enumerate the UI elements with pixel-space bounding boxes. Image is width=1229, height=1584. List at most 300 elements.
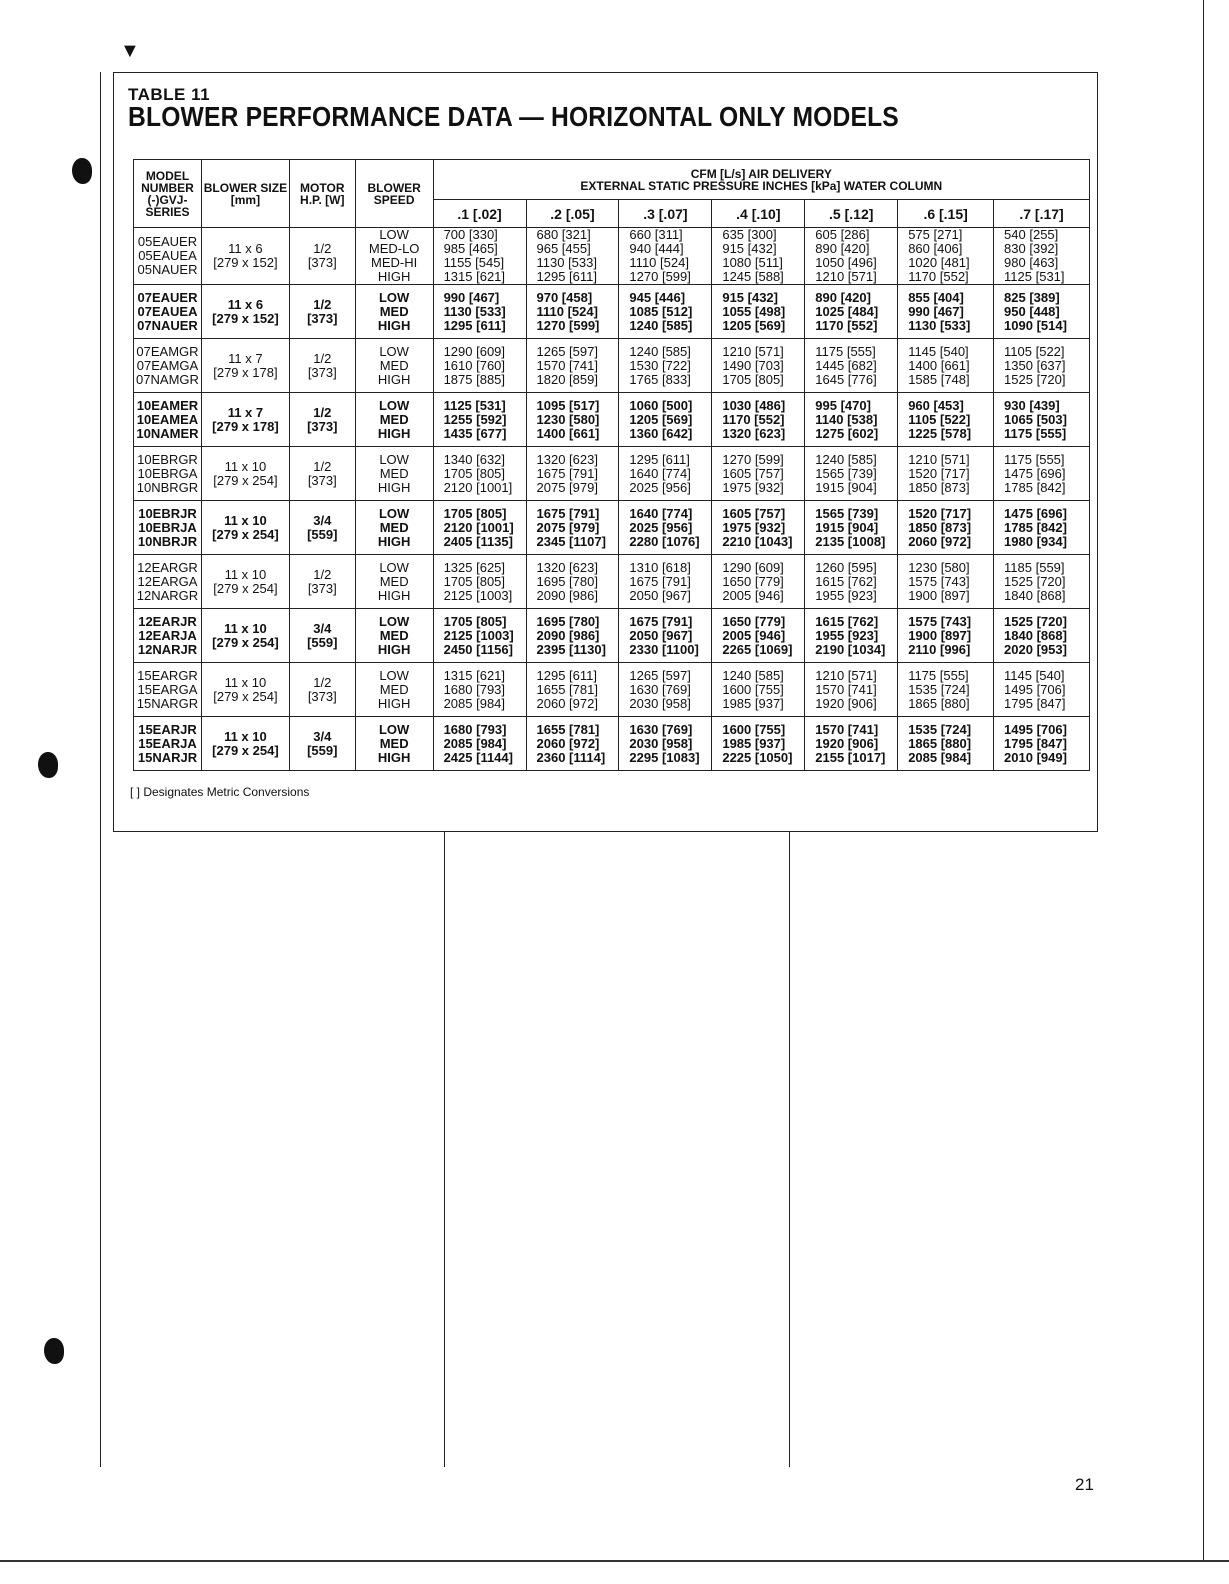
model-numbers bbox=[134, 663, 202, 717]
cfm-cell bbox=[994, 501, 1090, 555]
right-page-edge bbox=[1203, 0, 1204, 1560]
cfm-value: 1110 [524] bbox=[629, 255, 689, 270]
cfm-cell bbox=[805, 501, 898, 555]
cfm-value: 1655 [781] bbox=[536, 721, 600, 737]
cfm-cell bbox=[619, 501, 712, 555]
cfm-value: 2155 [1017] bbox=[815, 749, 886, 765]
cfm-value: 1175 [555] bbox=[815, 343, 876, 359]
cfm-value: 1095 [517] bbox=[536, 397, 600, 413]
blower-size-line: 11 x 7 bbox=[227, 404, 264, 420]
blower-speeds-line: MED bbox=[379, 573, 409, 589]
model-numbers-line: 12EARGA bbox=[137, 573, 198, 589]
cfm-cell bbox=[712, 501, 805, 555]
blower-speeds-line: MED bbox=[379, 681, 409, 697]
cfm-value: 2345 [1107] bbox=[536, 533, 606, 549]
cfm-cell bbox=[433, 393, 526, 447]
blower-speeds bbox=[355, 228, 433, 285]
cfm-value: 1915 [904] bbox=[815, 479, 877, 495]
motor-hp bbox=[289, 609, 355, 663]
motor-hp-line: 1/2 bbox=[313, 404, 332, 420]
cfm-value: 1955 [923] bbox=[815, 627, 879, 643]
cfm-value: 1325 [625] bbox=[443, 559, 506, 575]
cfm-cell bbox=[526, 501, 619, 555]
cfm-cell bbox=[619, 717, 712, 771]
cfm-value: 1290 [609] bbox=[722, 559, 784, 575]
cfm-value: 1065 [503] bbox=[1004, 411, 1067, 427]
cfm-cell bbox=[898, 285, 994, 339]
motor-hp-line: 3/4 bbox=[313, 620, 332, 636]
cfm-value: 2090 [986] bbox=[536, 587, 598, 603]
cfm-cell bbox=[712, 228, 805, 285]
model-numbers bbox=[134, 555, 202, 609]
column-rule-1 bbox=[444, 832, 445, 1467]
cfm-value: 960 [453] bbox=[908, 397, 964, 413]
blower-size-line: [279 x 254] bbox=[212, 742, 279, 758]
motor-hp-line: [373] bbox=[307, 364, 337, 380]
blower-speeds-line: LOW bbox=[379, 667, 409, 683]
cfm-cell bbox=[805, 609, 898, 663]
cfm-value: 1295 [611] bbox=[629, 451, 690, 467]
cfm-cell bbox=[805, 228, 898, 285]
cfm-cell bbox=[805, 393, 898, 447]
cfm-cell bbox=[805, 663, 898, 717]
cfm-cell bbox=[994, 393, 1090, 447]
blower-speeds-line: HIGH bbox=[377, 371, 411, 387]
cfm-value: 2125 [1003] bbox=[443, 627, 514, 643]
blower-size bbox=[201, 447, 289, 501]
blower-speeds-line: MED bbox=[379, 735, 409, 751]
model-numbers-line: 12EARJA bbox=[138, 627, 197, 643]
cfm-value: 1055 [498] bbox=[722, 303, 786, 319]
cfm-value: 1630 [769] bbox=[629, 721, 693, 737]
cfm-value: 1240 [585] bbox=[629, 343, 691, 359]
cfm-value: 2360 [1114] bbox=[536, 749, 606, 765]
model-numbers-line: 10EBRJR bbox=[138, 505, 197, 521]
blower-speeds-line: LOW bbox=[379, 227, 409, 242]
cfm-value: 1080 [511] bbox=[722, 255, 783, 270]
cfm-value: 2135 [1008] bbox=[815, 533, 886, 549]
cfm-value: 1085 [512] bbox=[629, 303, 693, 319]
cfm-value: 2125 [1003] bbox=[443, 587, 513, 603]
motor-hp bbox=[289, 228, 355, 285]
blower-size-line: 11 x 10 bbox=[224, 674, 267, 690]
cfm-value: 635 [300] bbox=[722, 227, 777, 242]
model-numbers bbox=[134, 717, 202, 771]
cfm-value: 1695 [780] bbox=[536, 613, 600, 629]
cfm-cell bbox=[433, 285, 526, 339]
cfm-value: 1820 [859] bbox=[536, 371, 598, 387]
blower-speeds-line: HIGH bbox=[377, 695, 411, 711]
header-pressure: .6 [.15] bbox=[898, 200, 994, 228]
blower-size bbox=[201, 393, 289, 447]
cfm-value: 1785 [842] bbox=[1004, 479, 1066, 495]
cfm-cell bbox=[619, 339, 712, 393]
motor-hp-line: 1/2 bbox=[313, 458, 332, 474]
blower-size-line: [279 x 254] bbox=[212, 634, 279, 650]
cfm-value: 2050 [967] bbox=[629, 587, 691, 603]
cfm-value: 1675 [791] bbox=[629, 573, 691, 589]
cfm-value: 915 [432] bbox=[722, 241, 777, 256]
header-pressure: .5 [.12] bbox=[805, 200, 898, 228]
cfm-value: 995 [470] bbox=[815, 397, 871, 413]
cfm-value: 1315 [621] bbox=[443, 667, 506, 683]
cfm-value: 1025 [484] bbox=[815, 303, 879, 319]
motor-hp bbox=[289, 339, 355, 393]
cfm-value: 1130 [533] bbox=[443, 303, 506, 319]
model-numbers-line: 07EAUER bbox=[137, 289, 198, 305]
blower-size bbox=[201, 555, 289, 609]
cfm-value: 1530 [722] bbox=[629, 357, 691, 373]
cfm-value: 1295 [611] bbox=[443, 317, 506, 333]
cfm-cell bbox=[712, 663, 805, 717]
column-rule-2 bbox=[789, 832, 790, 1467]
cfm-cell bbox=[898, 663, 994, 717]
header-cfm-line2: EXTERNAL STATIC PRESSURE INCHES [kPa] WATER COLUMN bbox=[580, 178, 943, 193]
page-number: 21 bbox=[1075, 1475, 1094, 1494]
blower-size bbox=[201, 285, 289, 339]
cfm-value: 1360 [642] bbox=[629, 425, 693, 441]
blower-size bbox=[201, 609, 289, 663]
blower-speeds bbox=[355, 555, 433, 609]
blower-speeds-line: LOW bbox=[378, 505, 410, 521]
cfm-value: 1645 [776] bbox=[815, 371, 877, 387]
table-row bbox=[134, 447, 1090, 501]
cfm-value: 1270 [599] bbox=[629, 269, 691, 284]
cfm-value: 2120 [1001] bbox=[443, 519, 514, 535]
cfm-value: 890 [420] bbox=[815, 241, 870, 256]
cfm-value: 680 [321] bbox=[536, 227, 591, 242]
blower-size-line: [279 x 254] bbox=[213, 580, 278, 596]
cfm-cell bbox=[994, 663, 1090, 717]
table-row bbox=[134, 228, 1090, 285]
cfm-value: 1435 [677] bbox=[443, 425, 507, 441]
cfm-value: 2225 [1050] bbox=[722, 749, 793, 765]
cfm-value: 1185 [559] bbox=[1004, 559, 1065, 575]
binder-hole-mark bbox=[44, 1338, 64, 1364]
cfm-value: 1340 [632] bbox=[443, 451, 506, 467]
header-pressure: .4 [.10] bbox=[712, 200, 805, 228]
cfm-value: 1175 [555] bbox=[1004, 425, 1067, 441]
header-pressure: .2 [.05] bbox=[526, 200, 619, 228]
cfm-value: 1765 [833] bbox=[629, 371, 691, 387]
model-numbers bbox=[134, 609, 202, 663]
cfm-value: 1060 [500] bbox=[629, 397, 693, 413]
cfm-value: 1575 [743] bbox=[908, 573, 970, 589]
blower-size-line: [279 x 152] bbox=[213, 255, 278, 270]
cfm-value: 1240 [585] bbox=[815, 451, 877, 467]
cfm-value: 1125 [531] bbox=[1004, 269, 1065, 284]
cfm-cell bbox=[712, 285, 805, 339]
cfm-value: 1900 [897] bbox=[908, 627, 972, 643]
motor-hp-line: [559] bbox=[307, 526, 338, 542]
cfm-value: 1985 [937] bbox=[722, 735, 786, 751]
motor-hp-line: [373] bbox=[307, 580, 337, 596]
cfm-value: 1900 [897] bbox=[908, 587, 970, 603]
cfm-value: 1605 [757] bbox=[722, 505, 786, 521]
cfm-cell bbox=[433, 717, 526, 771]
cfm-value: 1705 [805] bbox=[443, 613, 507, 629]
cfm-value: 1145 [540] bbox=[908, 343, 969, 359]
model-numbers-line: 12EARJR bbox=[138, 613, 197, 629]
cfm-value: 1610 [760] bbox=[443, 357, 506, 373]
motor-hp-line: [373] bbox=[307, 255, 337, 270]
blower-size bbox=[201, 228, 289, 285]
motor-hp-line: [559] bbox=[307, 742, 338, 758]
cfm-cell bbox=[712, 717, 805, 771]
cfm-value: 1290 [609] bbox=[443, 343, 506, 359]
blower-speeds-line: HIGH bbox=[377, 587, 411, 603]
cfm-value: 1140 [538] bbox=[815, 411, 878, 427]
model-numbers-line: 07EAMGR bbox=[136, 343, 199, 359]
cfm-cell bbox=[994, 555, 1090, 609]
cfm-value: 1130 [533] bbox=[536, 255, 597, 270]
blower-speeds-line: HIGH bbox=[377, 533, 411, 549]
cfm-value: 2085 [984] bbox=[908, 749, 972, 765]
model-numbers bbox=[134, 501, 202, 555]
blower-speeds-line: HIGH bbox=[377, 749, 411, 765]
motor-hp bbox=[289, 285, 355, 339]
page-marker: ▼ bbox=[120, 40, 140, 62]
cfm-value: 1605 [757] bbox=[722, 465, 784, 481]
cfm-value: 1295 [611] bbox=[536, 269, 597, 284]
cfm-value: 1130 [533] bbox=[908, 317, 971, 333]
cfm-cell bbox=[619, 228, 712, 285]
blower-speeds bbox=[355, 717, 433, 771]
blower-speeds bbox=[355, 339, 433, 393]
blower-speeds-line: LOW bbox=[378, 721, 410, 737]
blower-size-line: [279 x 178] bbox=[213, 364, 278, 380]
cfm-cell bbox=[619, 393, 712, 447]
cfm-value: 1295 [611] bbox=[536, 667, 597, 683]
cfm-value: 1210 [571] bbox=[722, 343, 784, 359]
cfm-value: 540 [255] bbox=[1004, 227, 1059, 242]
cfm-cell bbox=[898, 228, 994, 285]
cfm-value: 575 [271] bbox=[908, 227, 963, 242]
cfm-cell bbox=[433, 501, 526, 555]
cfm-value: 1675 [791] bbox=[629, 613, 693, 629]
cfm-value: 2060 [972] bbox=[536, 695, 598, 711]
model-numbers-line: 10NAMER bbox=[136, 425, 199, 441]
motor-hp-line: 1/2 bbox=[313, 674, 332, 690]
cfm-value: 1175 [555] bbox=[908, 667, 969, 683]
cfm-cell bbox=[619, 447, 712, 501]
model-numbers-line: 10EAMER bbox=[136, 397, 199, 413]
cfm-value: 1230 [580] bbox=[536, 411, 600, 427]
cfm-value: 1240 [585] bbox=[722, 667, 784, 683]
blower-speeds bbox=[355, 663, 433, 717]
cfm-value: 1315 [621] bbox=[443, 269, 506, 284]
blower-size bbox=[201, 339, 289, 393]
model-numbers-line: 15EARJR bbox=[138, 721, 197, 737]
cfm-value: 1565 [739] bbox=[815, 505, 879, 521]
cfm-value: 1205 [569] bbox=[722, 317, 786, 333]
blower-size-line: [279 x 254] bbox=[212, 526, 279, 542]
blower-speeds-line: MED-LO bbox=[368, 241, 420, 256]
cfm-cell bbox=[805, 285, 898, 339]
motor-hp-line: 1/2 bbox=[313, 350, 332, 366]
cfm-cell bbox=[712, 447, 805, 501]
cfm-value: 2085 [984] bbox=[443, 735, 507, 751]
cfm-value: 1475 [696] bbox=[1004, 465, 1066, 481]
cfm-value: 700 [330] bbox=[443, 227, 498, 242]
model-numbers-line: 12NARJR bbox=[137, 641, 198, 657]
cfm-value: 2280 [1076] bbox=[629, 533, 700, 549]
cfm-value: 1630 [769] bbox=[629, 681, 691, 697]
cfm-cell bbox=[805, 339, 898, 393]
cfm-value: 830 [392] bbox=[1004, 241, 1059, 256]
model-numbers bbox=[134, 447, 202, 501]
blower-size-line: [279 x 254] bbox=[213, 688, 278, 704]
cfm-value: 2265 [1069] bbox=[722, 641, 793, 657]
cfm-cell bbox=[526, 228, 619, 285]
cfm-cell bbox=[994, 285, 1090, 339]
blower-performance-table bbox=[133, 159, 1090, 771]
cfm-value: 1240 [585] bbox=[629, 317, 693, 333]
blower-speeds-line: HIGH bbox=[377, 317, 411, 333]
motor-hp-line: [373] bbox=[307, 688, 337, 704]
cfm-value: 930 [439] bbox=[1004, 397, 1060, 413]
cfm-cell bbox=[526, 339, 619, 393]
blower-speeds-line: MED bbox=[379, 303, 409, 319]
blower-speeds-line: MED bbox=[379, 465, 409, 481]
cfm-value: 2075 [979] bbox=[536, 479, 598, 495]
cfm-value: 1865 [880] bbox=[908, 735, 972, 751]
blower-speeds bbox=[355, 393, 433, 447]
motor-hp-line: [373] bbox=[307, 310, 338, 326]
blower-speeds-line: LOW bbox=[378, 397, 410, 413]
model-numbers-line: 05NAUER bbox=[137, 262, 198, 277]
motor-hp-line: 1/2 bbox=[313, 566, 332, 582]
cfm-value: 1350 [637] bbox=[1004, 357, 1066, 373]
cfm-value: 855 [404] bbox=[908, 289, 964, 305]
cfm-value: 2005 [946] bbox=[722, 627, 786, 643]
header-model: MODEL NUMBER (-)GVJ- SERIES bbox=[134, 160, 202, 228]
model-numbers-line: 10EAMEA bbox=[136, 411, 199, 427]
motor-hp bbox=[289, 663, 355, 717]
table-row bbox=[134, 717, 1090, 771]
cfm-cell bbox=[526, 555, 619, 609]
cfm-value: 2450 [1156] bbox=[443, 641, 513, 657]
model-numbers-line: 15NARGR bbox=[136, 695, 199, 711]
model-numbers-line: 07EAMGA bbox=[136, 357, 199, 373]
model-numbers-line: 10EBRJA bbox=[138, 519, 197, 535]
cfm-value: 1535 [724] bbox=[908, 721, 972, 737]
cfm-value: 1520 [717] bbox=[908, 505, 972, 521]
cfm-value: 1920 [906] bbox=[815, 735, 879, 751]
cfm-value: 1785 [842] bbox=[1004, 519, 1067, 535]
cfm-value: 2190 [1034] bbox=[815, 641, 886, 657]
blower-speeds-line: LOW bbox=[379, 559, 409, 575]
blower-size-line: 11 x 6 bbox=[228, 241, 263, 256]
model-numbers-line: 07NAMGR bbox=[136, 371, 199, 387]
cfm-value: 1020 [481] bbox=[908, 255, 970, 270]
blower-speeds-line: LOW bbox=[379, 451, 409, 467]
cfm-value: 1230 [580] bbox=[908, 559, 970, 575]
blower-speeds bbox=[355, 447, 433, 501]
cfm-value: 1795 [847] bbox=[1004, 735, 1067, 751]
model-numbers-line: 05EAUER bbox=[137, 234, 198, 249]
cfm-value: 915 [432] bbox=[722, 289, 778, 305]
cfm-value: 1705 [805] bbox=[722, 371, 784, 387]
model-numbers bbox=[134, 285, 202, 339]
model-numbers-line: 15EARGA bbox=[137, 681, 198, 697]
cfm-value: 1275 [602] bbox=[815, 425, 879, 441]
cfm-value: 1525 [720] bbox=[1004, 613, 1067, 629]
model-numbers bbox=[134, 339, 202, 393]
cfm-value: 1255 [592] bbox=[443, 411, 507, 427]
cfm-value: 1650 [779] bbox=[722, 613, 786, 629]
blower-size bbox=[201, 663, 289, 717]
cfm-value: 1575 [743] bbox=[908, 613, 972, 629]
cfm-cell bbox=[994, 339, 1090, 393]
cfm-cell bbox=[526, 609, 619, 663]
cfm-value: 1320 [623] bbox=[536, 559, 598, 575]
cfm-value: 1270 [599] bbox=[722, 451, 784, 467]
cfm-cell bbox=[526, 447, 619, 501]
cfm-value: 2330 [1100] bbox=[629, 641, 699, 657]
blower-size-line: 11 x 10 bbox=[224, 728, 267, 744]
cfm-value: 1920 [906] bbox=[815, 695, 877, 711]
motor-hp-line: 1/2 bbox=[313, 241, 332, 256]
cfm-value: 1050 [496] bbox=[815, 255, 877, 270]
cfm-value: 1210 [571] bbox=[815, 667, 877, 683]
motor-hp-line: [373] bbox=[307, 472, 337, 488]
cfm-value: 1640 [774] bbox=[629, 505, 693, 521]
header-cfm-line1: CFM [L/s] AIR DELIVERY bbox=[690, 166, 832, 181]
model-numbers-line: 15NARJR bbox=[137, 749, 198, 765]
header-pressure: .1 [.02] bbox=[433, 200, 526, 228]
left-rule bbox=[100, 72, 101, 1467]
cfm-value: 1915 [904] bbox=[815, 519, 879, 535]
cfm-value: 1260 [595] bbox=[815, 559, 877, 575]
motor-hp bbox=[289, 447, 355, 501]
blower-size bbox=[201, 501, 289, 555]
table-body bbox=[134, 228, 1090, 771]
blower-size-line: 11 x 10 bbox=[224, 620, 267, 636]
cfm-value: 1985 [937] bbox=[722, 695, 784, 711]
cfm-value: 1320 [623] bbox=[536, 451, 598, 467]
cfm-cell bbox=[526, 393, 619, 447]
cfm-value: 1570 [741] bbox=[815, 681, 877, 697]
blower-speeds-line: HIGH bbox=[377, 479, 411, 495]
cfm-value: 2085 [984] bbox=[443, 695, 506, 711]
blower-speeds-line: MED bbox=[379, 357, 409, 373]
cfm-value: 1615 [762] bbox=[815, 573, 877, 589]
table-row bbox=[134, 663, 1090, 717]
header-blower-size: BLOWER SIZE [mm] bbox=[201, 160, 289, 228]
cfm-cell bbox=[898, 609, 994, 663]
cfm-value: 2060 [972] bbox=[536, 735, 600, 751]
model-numbers-line: 07NAUER bbox=[137, 317, 198, 333]
cfm-value: 660 [311] bbox=[629, 227, 683, 242]
cfm-value: 1110 [524] bbox=[536, 303, 598, 319]
table-row bbox=[134, 339, 1090, 393]
header-pressure: .7 [.17] bbox=[994, 200, 1090, 228]
cfm-cell bbox=[712, 339, 805, 393]
cfm-value: 990 [467] bbox=[443, 289, 500, 305]
motor-hp-line: [373] bbox=[307, 418, 338, 434]
cfm-value: 2050 [967] bbox=[629, 627, 693, 643]
cfm-value: 1445 [682] bbox=[815, 357, 877, 373]
cfm-value: 1475 [696] bbox=[1004, 505, 1067, 521]
cfm-value: 1175 [555] bbox=[1004, 451, 1065, 467]
motor-hp-line: 3/4 bbox=[313, 512, 332, 528]
blower-size-line: [279 x 152] bbox=[212, 310, 279, 326]
cfm-cell bbox=[712, 555, 805, 609]
cfm-value: 950 [448] bbox=[1004, 303, 1060, 319]
cfm-value: 1705 [805] bbox=[443, 465, 506, 481]
cfm-value: 1840 [868] bbox=[1004, 587, 1066, 603]
